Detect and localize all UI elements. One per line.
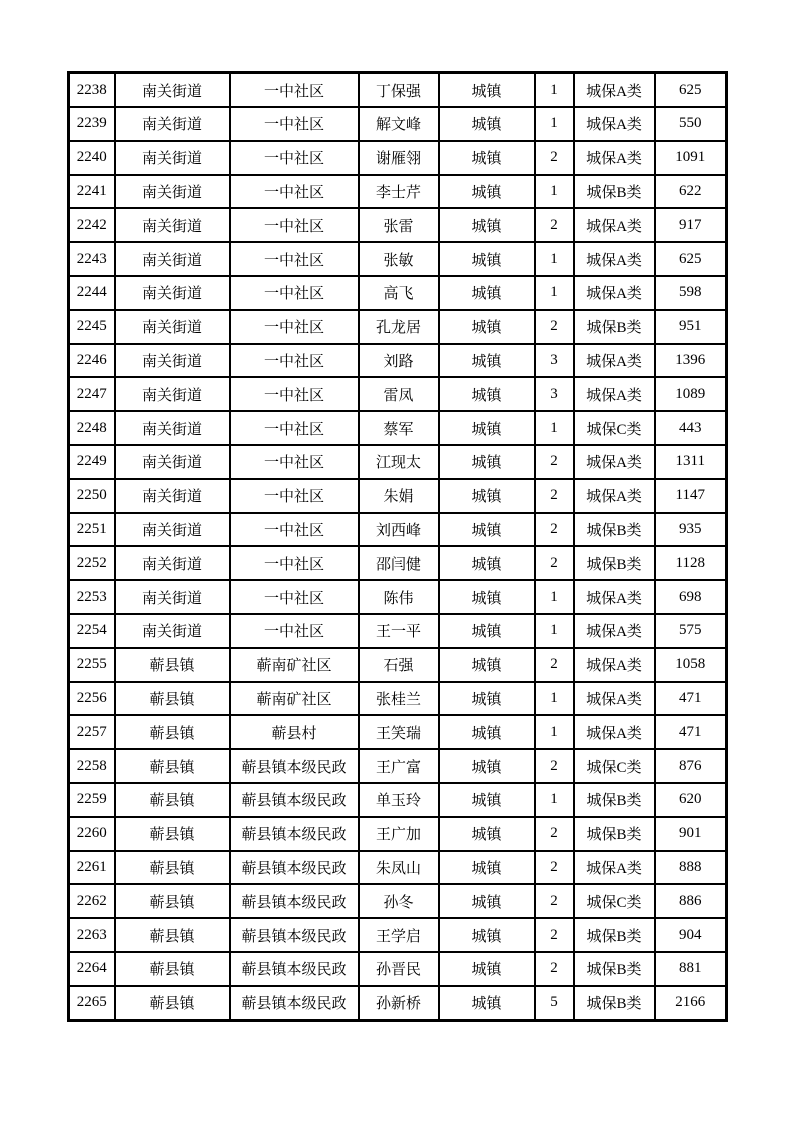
cell-household-type: 城镇 [439, 208, 535, 242]
cell-serial-number: 2250 [69, 479, 115, 513]
cell-amount: 625 [655, 73, 727, 108]
cell-street-town: 南关街道 [115, 175, 230, 209]
cell-street-town: 南关街道 [115, 580, 230, 614]
cell-person-count: 1 [535, 411, 574, 445]
cell-household-type: 城镇 [439, 749, 535, 783]
cell-amount: 1089 [655, 377, 727, 411]
cell-category: 城保B类 [574, 952, 655, 986]
cell-person-name: 孙冬 [359, 884, 439, 918]
cell-person-name: 李士芹 [359, 175, 439, 209]
cell-person-count: 1 [535, 242, 574, 276]
cell-street-town: 南关街道 [115, 614, 230, 648]
cell-street-town: 南关街道 [115, 513, 230, 547]
cell-person-name: 张敏 [359, 242, 439, 276]
cell-category: 城保A类 [574, 73, 655, 108]
cell-household-type: 城镇 [439, 648, 535, 682]
cell-community: 蕲县镇本级民政 [230, 749, 359, 783]
cell-serial-number: 2246 [69, 344, 115, 378]
cell-household-type: 城镇 [439, 242, 535, 276]
cell-category: 城保B类 [574, 918, 655, 952]
cell-person-count: 2 [535, 918, 574, 952]
cell-category: 城保A类 [574, 377, 655, 411]
cell-household-type: 城镇 [439, 107, 535, 141]
cell-amount: 888 [655, 851, 727, 885]
table-row [69, 310, 727, 344]
cell-serial-number: 2242 [69, 208, 115, 242]
cell-serial-number: 2255 [69, 648, 115, 682]
cell-person-name: 张雷 [359, 208, 439, 242]
table-row [69, 411, 727, 445]
table-row [69, 851, 727, 885]
cell-community: 一中社区 [230, 479, 359, 513]
cell-category: 城保A类 [574, 107, 655, 141]
cell-category: 城保A类 [574, 276, 655, 310]
allowance-roster-table [67, 71, 728, 1022]
cell-category: 城保A类 [574, 715, 655, 749]
cell-category: 城保A类 [574, 141, 655, 175]
table-body [69, 73, 727, 1021]
cell-street-town: 蕲县镇 [115, 715, 230, 749]
table-row [69, 648, 727, 682]
cell-amount: 881 [655, 952, 727, 986]
cell-category: 城保C类 [574, 884, 655, 918]
table-row [69, 73, 727, 108]
cell-household-type: 城镇 [439, 851, 535, 885]
cell-community: 一中社区 [230, 310, 359, 344]
cell-community: 蕲县镇本级民政 [230, 884, 359, 918]
cell-person-count: 5 [535, 986, 574, 1021]
cell-serial-number: 2257 [69, 715, 115, 749]
cell-person-count: 1 [535, 715, 574, 749]
cell-amount: 1147 [655, 479, 727, 513]
cell-amount: 625 [655, 242, 727, 276]
cell-person-name: 孙新桥 [359, 986, 439, 1021]
cell-community: 蕲南矿社区 [230, 648, 359, 682]
cell-household-type: 城镇 [439, 783, 535, 817]
cell-community: 蕲县村 [230, 715, 359, 749]
cell-household-type: 城镇 [439, 986, 535, 1021]
cell-amount: 550 [655, 107, 727, 141]
table-row [69, 208, 727, 242]
cell-serial-number: 2248 [69, 411, 115, 445]
cell-street-town: 南关街道 [115, 310, 230, 344]
cell-person-name: 张桂兰 [359, 682, 439, 716]
cell-person-count: 2 [535, 445, 574, 479]
cell-community: 一中社区 [230, 614, 359, 648]
table-row [69, 884, 727, 918]
cell-household-type: 城镇 [439, 73, 535, 108]
cell-serial-number: 2238 [69, 73, 115, 108]
cell-street-town: 南关街道 [115, 546, 230, 580]
cell-category: 城保B类 [574, 986, 655, 1021]
cell-amount: 2166 [655, 986, 727, 1021]
cell-serial-number: 2245 [69, 310, 115, 344]
cell-household-type: 城镇 [439, 884, 535, 918]
cell-serial-number: 2241 [69, 175, 115, 209]
cell-community: 一中社区 [230, 107, 359, 141]
cell-person-count: 1 [535, 682, 574, 716]
cell-category: 城保C类 [574, 411, 655, 445]
cell-household-type: 城镇 [439, 952, 535, 986]
cell-person-count: 1 [535, 614, 574, 648]
cell-household-type: 城镇 [439, 445, 535, 479]
cell-household-type: 城镇 [439, 276, 535, 310]
cell-community: 一中社区 [230, 276, 359, 310]
cell-street-town: 蕲县镇 [115, 783, 230, 817]
cell-serial-number: 2251 [69, 513, 115, 547]
table-row [69, 986, 727, 1021]
cell-category: 城保A类 [574, 242, 655, 276]
cell-person-name: 石强 [359, 648, 439, 682]
cell-household-type: 城镇 [439, 310, 535, 344]
cell-category: 城保C类 [574, 749, 655, 783]
cell-person-name: 邵闫健 [359, 546, 439, 580]
cell-street-town: 南关街道 [115, 242, 230, 276]
cell-serial-number: 2247 [69, 377, 115, 411]
cell-person-count: 1 [535, 783, 574, 817]
cell-person-count: 2 [535, 817, 574, 851]
table-row [69, 546, 727, 580]
cell-street-town: 南关街道 [115, 445, 230, 479]
cell-community: 一中社区 [230, 242, 359, 276]
cell-category: 城保A类 [574, 445, 655, 479]
cell-amount: 1311 [655, 445, 727, 479]
cell-household-type: 城镇 [439, 141, 535, 175]
cell-amount: 598 [655, 276, 727, 310]
table-row [69, 952, 727, 986]
cell-person-name: 王广加 [359, 817, 439, 851]
cell-serial-number: 2256 [69, 682, 115, 716]
cell-category: 城保B类 [574, 546, 655, 580]
cell-community: 一中社区 [230, 175, 359, 209]
cell-community: 蕲县镇本级民政 [230, 817, 359, 851]
cell-person-count: 2 [535, 513, 574, 547]
cell-serial-number: 2265 [69, 986, 115, 1021]
cell-street-town: 南关街道 [115, 276, 230, 310]
cell-amount: 951 [655, 310, 727, 344]
cell-amount: 1128 [655, 546, 727, 580]
cell-serial-number: 2264 [69, 952, 115, 986]
table-row [69, 276, 727, 310]
cell-street-town: 南关街道 [115, 73, 230, 108]
cell-person-count: 2 [535, 648, 574, 682]
cell-household-type: 城镇 [439, 715, 535, 749]
cell-person-name: 谢雁翎 [359, 141, 439, 175]
table-row [69, 783, 727, 817]
cell-person-count: 1 [535, 73, 574, 108]
cell-amount: 935 [655, 513, 727, 547]
cell-amount: 876 [655, 749, 727, 783]
cell-person-name: 王学启 [359, 918, 439, 952]
cell-amount: 575 [655, 614, 727, 648]
cell-person-count: 1 [535, 107, 574, 141]
cell-amount: 901 [655, 817, 727, 851]
cell-person-count: 2 [535, 310, 574, 344]
cell-person-name: 孔龙居 [359, 310, 439, 344]
cell-person-name: 王广富 [359, 749, 439, 783]
cell-serial-number: 2244 [69, 276, 115, 310]
cell-amount: 1396 [655, 344, 727, 378]
cell-community: 一中社区 [230, 344, 359, 378]
cell-community: 一中社区 [230, 546, 359, 580]
cell-serial-number: 2259 [69, 783, 115, 817]
cell-community: 一中社区 [230, 580, 359, 614]
cell-serial-number: 2260 [69, 817, 115, 851]
table-row [69, 918, 727, 952]
cell-person-name: 刘路 [359, 344, 439, 378]
cell-category: 城保A类 [574, 479, 655, 513]
cell-category: 城保B类 [574, 513, 655, 547]
cell-household-type: 城镇 [439, 546, 535, 580]
cell-household-type: 城镇 [439, 513, 535, 547]
cell-person-count: 2 [535, 952, 574, 986]
cell-street-town: 南关街道 [115, 107, 230, 141]
table-row [69, 513, 727, 547]
table-row [69, 242, 727, 276]
cell-category: 城保A类 [574, 648, 655, 682]
cell-household-type: 城镇 [439, 411, 535, 445]
cell-category: 城保B类 [574, 817, 655, 851]
cell-person-count: 2 [535, 208, 574, 242]
cell-person-name: 朱娟 [359, 479, 439, 513]
cell-serial-number: 2240 [69, 141, 115, 175]
cell-street-town: 南关街道 [115, 141, 230, 175]
table-row [69, 445, 727, 479]
cell-person-name: 江现太 [359, 445, 439, 479]
cell-community: 蕲县镇本级民政 [230, 851, 359, 885]
cell-category: 城保A类 [574, 580, 655, 614]
cell-category: 城保B类 [574, 310, 655, 344]
cell-person-count: 2 [535, 141, 574, 175]
cell-serial-number: 2261 [69, 851, 115, 885]
cell-household-type: 城镇 [439, 580, 535, 614]
table-row [69, 715, 727, 749]
cell-person-name: 王一平 [359, 614, 439, 648]
cell-community: 一中社区 [230, 377, 359, 411]
cell-street-town: 蕲县镇 [115, 884, 230, 918]
cell-serial-number: 2243 [69, 242, 115, 276]
cell-household-type: 城镇 [439, 175, 535, 209]
cell-street-town: 南关街道 [115, 377, 230, 411]
cell-amount: 1091 [655, 141, 727, 175]
cell-community: 一中社区 [230, 411, 359, 445]
cell-community: 蕲南矿社区 [230, 682, 359, 716]
cell-category: 城保B类 [574, 783, 655, 817]
cell-amount: 471 [655, 715, 727, 749]
table-row [69, 749, 727, 783]
cell-serial-number: 2239 [69, 107, 115, 141]
cell-person-name: 朱凤山 [359, 851, 439, 885]
table-row [69, 682, 727, 716]
cell-amount: 917 [655, 208, 727, 242]
cell-community: 蕲县镇本级民政 [230, 783, 359, 817]
cell-street-town: 南关街道 [115, 411, 230, 445]
cell-person-name: 雷凤 [359, 377, 439, 411]
cell-person-name: 王笑瑞 [359, 715, 439, 749]
cell-street-town: 蕲县镇 [115, 749, 230, 783]
cell-serial-number: 2253 [69, 580, 115, 614]
cell-person-count: 2 [535, 749, 574, 783]
cell-person-name: 陈伟 [359, 580, 439, 614]
cell-street-town: 蕲县镇 [115, 918, 230, 952]
table-row [69, 175, 727, 209]
cell-person-count: 2 [535, 851, 574, 885]
cell-amount: 622 [655, 175, 727, 209]
cell-person-count: 2 [535, 546, 574, 580]
cell-category: 城保A类 [574, 344, 655, 378]
cell-person-name: 高飞 [359, 276, 439, 310]
table-row [69, 141, 727, 175]
cell-serial-number: 2258 [69, 749, 115, 783]
cell-person-name: 单玉玲 [359, 783, 439, 817]
cell-person-name: 孙晋民 [359, 952, 439, 986]
cell-household-type: 城镇 [439, 479, 535, 513]
cell-amount: 1058 [655, 648, 727, 682]
cell-street-town: 南关街道 [115, 208, 230, 242]
cell-category: 城保A类 [574, 208, 655, 242]
cell-community: 蕲县镇本级民政 [230, 918, 359, 952]
cell-person-name: 刘西峰 [359, 513, 439, 547]
cell-street-town: 蕲县镇 [115, 682, 230, 716]
cell-person-count: 1 [535, 580, 574, 614]
cell-household-type: 城镇 [439, 918, 535, 952]
cell-street-town: 蕲县镇 [115, 648, 230, 682]
cell-street-town: 南关街道 [115, 344, 230, 378]
cell-amount: 886 [655, 884, 727, 918]
cell-community: 一中社区 [230, 445, 359, 479]
cell-person-name: 丁保强 [359, 73, 439, 108]
cell-household-type: 城镇 [439, 344, 535, 378]
table-row [69, 479, 727, 513]
cell-household-type: 城镇 [439, 614, 535, 648]
cell-category: 城保B类 [574, 175, 655, 209]
table-row [69, 107, 727, 141]
cell-street-town: 南关街道 [115, 479, 230, 513]
cell-serial-number: 2252 [69, 546, 115, 580]
table-row [69, 580, 727, 614]
cell-household-type: 城镇 [439, 377, 535, 411]
cell-amount: 471 [655, 682, 727, 716]
cell-category: 城保A类 [574, 614, 655, 648]
cell-serial-number: 2263 [69, 918, 115, 952]
cell-serial-number: 2254 [69, 614, 115, 648]
cell-serial-number: 2262 [69, 884, 115, 918]
cell-person-count: 3 [535, 344, 574, 378]
cell-community: 蕲县镇本级民政 [230, 986, 359, 1021]
cell-community: 蕲县镇本级民政 [230, 952, 359, 986]
cell-person-name: 解文峰 [359, 107, 439, 141]
cell-street-town: 蕲县镇 [115, 986, 230, 1021]
cell-category: 城保A类 [574, 682, 655, 716]
cell-person-name: 蔡军 [359, 411, 439, 445]
table-row [69, 377, 727, 411]
cell-amount: 620 [655, 783, 727, 817]
cell-person-count: 1 [535, 276, 574, 310]
cell-community: 一中社区 [230, 73, 359, 108]
cell-community: 一中社区 [230, 513, 359, 547]
cell-household-type: 城镇 [439, 817, 535, 851]
table-row [69, 817, 727, 851]
cell-person-count: 2 [535, 479, 574, 513]
cell-person-count: 2 [535, 884, 574, 918]
cell-community: 一中社区 [230, 141, 359, 175]
table-row [69, 344, 727, 378]
cell-street-town: 蕲县镇 [115, 952, 230, 986]
cell-community: 一中社区 [230, 208, 359, 242]
cell-person-count: 3 [535, 377, 574, 411]
cell-amount: 443 [655, 411, 727, 445]
cell-category: 城保A类 [574, 851, 655, 885]
cell-household-type: 城镇 [439, 682, 535, 716]
cell-person-count: 1 [535, 175, 574, 209]
cell-amount: 698 [655, 580, 727, 614]
cell-street-town: 蕲县镇 [115, 851, 230, 885]
cell-street-town: 蕲县镇 [115, 817, 230, 851]
cell-amount: 904 [655, 918, 727, 952]
cell-serial-number: 2249 [69, 445, 115, 479]
table-row [69, 614, 727, 648]
